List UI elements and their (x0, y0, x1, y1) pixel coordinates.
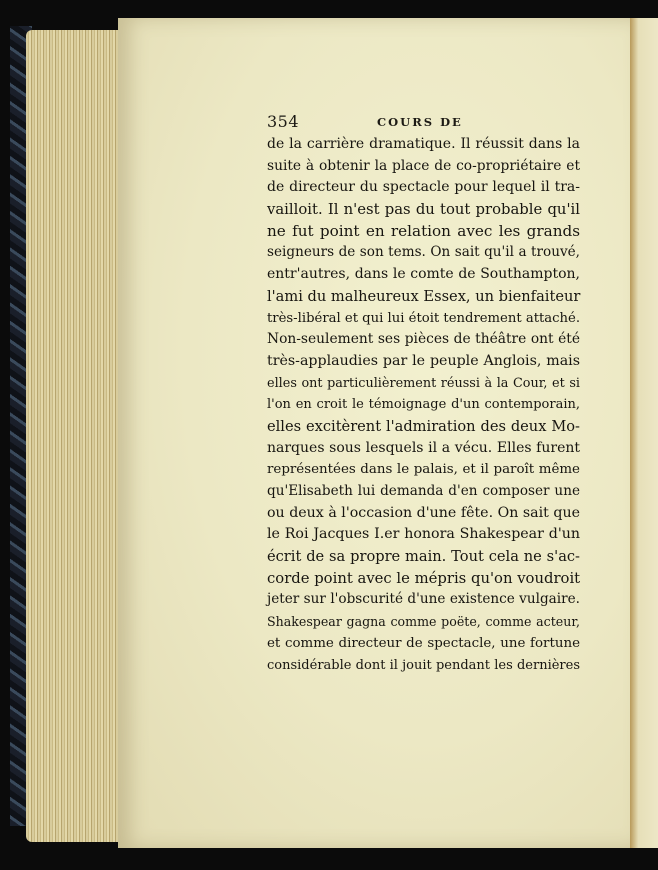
text-line: ne fut point en relation avec les grands (267, 221, 580, 240)
text-line: l'on en croit le témoignage d'un contemporain, (267, 397, 580, 413)
text-line: et comme directeur de spectacle, une fortune (267, 635, 580, 651)
text-line: elles excitèrent l'admiration des deux Mo- (267, 417, 580, 435)
running-title: COURS DE (377, 115, 463, 129)
text-line: suite à obtenir la place de co-propriétaire et (267, 157, 580, 174)
text-line: seigneurs de son tems. On sait qu'il a trouvé, (267, 244, 580, 261)
text-line: jeter sur l'obscurité d'une existence vulgaire. (267, 591, 580, 608)
text-line: qu'Elisabeth lui demanda d'en composer une (267, 483, 580, 499)
text-line: de directeur du spectacle pour lequel il tra- (267, 179, 580, 196)
text-line: vailloit. Il n'est pas du tout probable qu'il (267, 201, 580, 219)
text-line: Non-seulement ses pièces de théâtre ont été (267, 331, 580, 348)
text-line: elles ont particulièrement réussi à la Cour, et si (267, 375, 580, 391)
text-line: ou deux à l'occasion d'une fête. On sait que (267, 504, 580, 521)
text-line: entr'autres, dans le comte de Southampton, (267, 266, 580, 283)
text-line: corde point avec le mépris qu'on voudroit (267, 569, 581, 587)
page-number: 354 (267, 112, 300, 131)
text-line: narques sous lesquels il a vécu. Elles furent (267, 439, 580, 456)
text-line: très-libéral et qui lui étoit tendrement attaché. (267, 310, 581, 326)
text-line: considérable dont il jouit pendant les dernières (267, 657, 580, 673)
text-line: très-applaudies par le peuple Anglois, mais (267, 352, 580, 369)
text-line: de la carrière dramatique. Il réussit dans la (267, 136, 580, 152)
text-line: le Roi Jacques I.er honora Shakespear d'un (267, 526, 580, 543)
text-line: représentées dans le palais, et il paroît même (267, 462, 580, 478)
text-line: l'ami du malheureux Essex, un bienfaiteur (267, 287, 581, 305)
text-line: Shakespear gagna comme poëte, comme acteur, (267, 614, 580, 630)
running-head (267, 112, 580, 132)
facing-page-edge (630, 18, 658, 848)
text-line: écrit de sa propre main. Tout cela ne s'ac- (267, 548, 580, 566)
body-text (267, 134, 580, 676)
